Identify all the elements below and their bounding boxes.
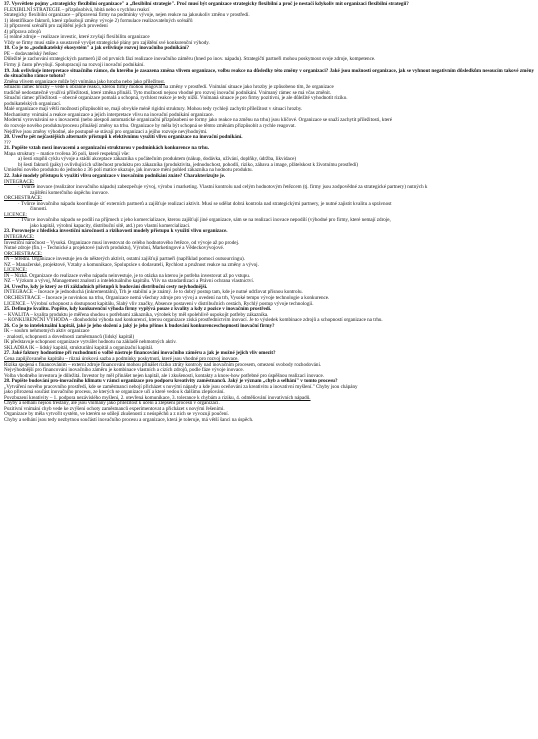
text-line: INTEGRACE: [4, 178, 35, 185]
text-line: Organizace by měla vytvořit systém, ve kterém se sdílejí zkušenosti z neúspěchů a z nich se vyvozují poučení. [4, 411, 229, 418]
text-line: ORCHESTRACE: [4, 250, 43, 257]
text-line: Malé organizace mají větší možnosti přizpůsobit se, mají obvykle méně rigidní struktury. Mohou tedy rychleji zachytit příležitost v situaci hrozby. [4, 106, 303, 113]
text-line: „Vytváření nového pracovního prostředí, kde se zaměstnanci nebojí přicházet s novými nápady a kde jsou oceňováni za kreativitu a inovativní myšlení." Chyby jsou chápány [4, 383, 358, 390]
question-heading: 20. Uveďte pět nejčastějších alternativ přístupů k efektivnímu využití vlivu organizace na inovační podnikání. [4, 134, 243, 141]
text-line: Mapa struktury – matice tvořena 36 poli, které respektují vše: [4, 150, 130, 157]
text-line: · znalosti, schopnosti a dovednosti zaměstnanců (lidský kapitál) [4, 333, 135, 340]
text-line: jako přirozená součást inovačního procesu, ze kterých se organizace učí a které vedou k dalšímu zlepšování. [4, 389, 225, 396]
text-line: IN – Střední. Organizace investuje jen do některých aktivit, ostatní zajišťují partneři (například pomocí outsourcingu). [4, 256, 245, 263]
question-heading: 19. Jak ovlivňuje interpretace situačního rámce, do kterého je zasazena změna vlivem organizace, volbu reakce na důsledky této změny v organizaci? Jaké jsou možnosti organizace, jak se vyhnout negativním důsledkům nesoucím takové změny do situačního rámce tohoto? [4, 67, 534, 80]
text-line: · Tvůrce inovačního nápadu koordinuje síť externích partnerů a zajišťuje realizaci aktivit. Musí se udělat dobrá kontrola nad strategickými partnery, je nutné zajistit kvalitu a správnost [18, 200, 392, 207]
text-line: ??? [4, 139, 11, 146]
text-line: 5) reálné zdroje – realizace investic, které zvyšují flexibilitu organizace [4, 34, 150, 41]
question-heading: 23. Porovnejte z hlediska investiční náročnosti a rizikovosti modely přístupu k využití vlivu organizace. [4, 228, 228, 235]
question-heading: 37. Vysvětlete pojmy „strategicky flexibilní organizace" a „flexibilní strategie". Proč musí být organizace strategicky flexibilní a proč je nestačí kdykoliv mít organizaci flexibilní strategii? [4, 1, 409, 7]
text-line: Volba vhodného investora je důležitá. Investor by měl přinášet nejen kapitál, ale i zkušenosti, kontakty a know-how potřebné pro úspěšnou realizaci inovace. [4, 372, 325, 379]
text-line: činnosti. [30, 206, 48, 213]
text-line: INTEGRACE – Inovace je jednoduchá (inkrementální), Trh je stabilní a je známý. Je to dobrý postup tam, kde je nutné udržovat přísnou kontrolu. [4, 289, 303, 296]
text-line: 4) příprava zdrojů [4, 28, 41, 35]
text-line: Moderní vyrovnávání se s inovacemi (nebo alespoň automatické organizační přizpůsobení se formy jako reakce na změnu na trhu) jsou klíčové. Organizace se snaží zachytit příležitosti, které [4, 117, 393, 124]
question-heading: 28. Popište budování pro-inovačního klimatu v rámci organizace pro podporu kreativity zaměstnanců. Jaký je význam „chyb a selhání" v tomto procesu? [4, 378, 338, 385]
text-line: IK – souhrn nehmotných aktiv organizace [4, 328, 90, 335]
text-line: Chyby a selhání nejsou trestány, ale jsou vnímány jako příležitost k učení a zlepšení procesů v organizaci. [4, 400, 220, 407]
question-heading: 22. Jaké modely přístupu k využití vlivu organizace v inovačním podnikání znáte? Charakterizujte je. [4, 172, 226, 179]
text-line: – KONKURENČNÍ VÝHODA – dlouhodobá výhoda nad konkurencí, kterou organizace získá prostřednictvím inovací. Je to výsledek kombinace zdrojů a schopností organizace na trhu. [4, 317, 383, 324]
question-heading: 24. Uveďte, kdy je který ze tří základních přístupů k budování distribuční cesty nejvhodnější. [4, 283, 208, 290]
text-line: Mechanismy vnímání a reakce organizace a jejich interpretace vlivu na inovační podnikání organizace. [4, 111, 214, 118]
text-line: IN – Nízká. Organizace do realizace svého nápadu neinvestuje, je to otázka na kterou je potřeba investovat až po vstupu. [4, 272, 251, 279]
text-line: Povzbuzení kreativity – 1. podpora nezávislého myšlení, 2. otevřená komunikace, 3. tolerance k chybám a riziku, 4. odměňování inovativních nápadů. [4, 394, 311, 401]
text-line: ORCHESTRACE: [4, 195, 43, 202]
text-line: b) šesti faktorů (páky) ovlivňujících užitečnost produktu pro zákazníka (produktivita, jednoduchost, pohodlí, riziko, zábava a image, přátelskost k životnímu prostředí) [18, 161, 359, 168]
text-line: ORCHESTRACE – Inovace je novinkou na trhu, Organizace nemá všechny zdroje pro vývoj a uvedení na trh, Vysoké tempo vývoje technologie a konkurence. [4, 294, 330, 301]
text-line: NZ – Výzkum a vývoj, Management znalostí a intelektuálního kapitálu. Vliv na standardizaci a Právní ochrana vlastnictví. [4, 278, 255, 285]
text-line: Umístění nového produktu do jednoho z 36 polí matice ukazuje, jak inovace mění pohled zákazníka na hodnotu produktu. [4, 167, 253, 174]
text-line: LICENCE – Výrobní schopnost a dostupnost kapitálu, Slabý vliv značky, Absence postavení v distribučních cestách, Rychlý postup vývoje technologií. [4, 300, 314, 307]
text-line: SKLADBA IK – lidský kapitál, strukturální kapitál a organizační kapitál. [4, 344, 154, 351]
text-line: Firmy ji často převyšují. Spolupracují na rozvoji inovační podnikání. [4, 62, 145, 69]
text-line: LICENCE: [4, 211, 27, 218]
text-line: · Tvůrce inovačního nápadu se podílí na příjmech z jeho komercializace, kterou zajišťují jiné organizace, sám se na realizaci inovace nepodílí (výhodné pro firmy, které nemají zdroje, [18, 217, 391, 224]
text-line: PE – dodavatelský řetězec [4, 50, 58, 57]
text-line: Vždy se firmy musí stále a soustavně vyvíjet strategické plány pro zajištění své konkurenční výhody. [4, 39, 210, 46]
text-line: Důležité je zachování strategických partnerů již od prvních fází realizace inovačního záměru (hned po inov. nápadu). Strategičtí partneři mohou poskytnout svoje zdroje, kompetence. [4, 56, 376, 63]
text-line: Investiční náročnost – Vysoká. Organizace musí investovat do celého hodnotového řetězce, od vývoje až po prodej. [4, 239, 240, 246]
text-line: Nutné zdroje (fin.) – Technické a projektové (návrh produktu), Výrobní, Marketingové a Vědeckovývojové. [4, 245, 225, 252]
text-line: – KVALITA – kvalita produktu je měřena shodou s potřebami zákazníka, výrobek by měl spolehlivě uspokojit potřeby zákazníka. [4, 311, 269, 318]
text-line: INTEGRACE: [4, 233, 35, 240]
text-line: Nejvýhodnější pro financování inovačního záměru je kombinace vlastních a cizích zdrojů, podle fáze vývoje inovace. [4, 367, 244, 374]
text-line: Chyby a selhání jsou tedy nezbytnou součástí inovačního procesu a organizace, která je toleruje, má větší šanci na úspěch. [4, 417, 254, 424]
text-line: LICENCE: [4, 267, 27, 274]
text-line: do rozvoje nového produktu/procesu přinášejí změny na trhu. Organizace by měla být schopná se těmto změnám přizpůsobit a rychle reagovat. [4, 123, 296, 130]
text-line: · Tvůrce inovace (realizátor inovačního nápadu) zabezpečuje vývoj, výrobu i marketing. Vlastní kontrolu nad celým hodnotovým řetězcem (tj. firmy jsou zodpovědné za strategické partnery) nutných k [18, 184, 428, 191]
text-line: 1) identifikace faktorů, které způsobují změny vývoje 2) formulace realizovatelných scénářů [4, 17, 193, 24]
text-line: Cena zapůjčovaného kapitálu – různá úroková sazba a podmínky poskytnutí, které jsou vhodné pro rozvoj inovace. [4, 356, 239, 362]
question-heading: 26. Co je to intelektuální kapitál, jaké je jeho složení a jaký je jeho přínos k budování konkurenceschopnosti inovační firmy? [4, 322, 275, 329]
text-line: jako kapitál, výrobní kapacity, distribuční sítě, atd.) pro vlastní komercializaci. [30, 222, 191, 229]
text-line: Situační rámec příležitosti – obecně organizace pomalá a schopná, rychlost reakce je tedy nižší. Vnímaná situace je pro firmy pozitivní, je ale důležité vyhodnotit riziko. [4, 95, 348, 102]
question-heading: 27. Jaké faktory hodnotíme při rozhodnutí o volbě nástroje financování inovačního záměru a jak je možné jejich vliv omezit? [4, 350, 276, 357]
text-line: a) šesti stupňů cyklu vývoje a stádií akceptace zákazníka s počátečním produktem (nákup, dodávka, užívání, doplňky, údržba, likvidace) [18, 156, 297, 163]
text-line: Strategicky flexibilní organizace – připravená firmy na podmínky vývoje, nejen reakce na jakoukoliv změnu v prostředí. [4, 12, 250, 19]
text-line: Pozitivní vnímání chyb vede ke zvýšení ochoty zaměstnanců experimentovat a přicházet s novými řešeními. [4, 405, 225, 412]
text-line: NZ – Manažerské, projektové, Vztahy a komunikace, Spolupráce s dodavateli, Rychlost a pružnost reakce na změny a vývoj. [4, 261, 259, 268]
text-line: podnikatelských organizací. [4, 100, 62, 107]
text-line: Rizika spojená s financováním – externí zdroje financování mohou přinášet riziko ztráty kontroly nad inovačním procesem, omezení svobody rozhodování. [4, 361, 322, 368]
text-line: tradičně nedostatečně využívá příležitosti, které změna přináší. Tyto možnosti nejsou vhodné pro rozvoj inovační podnikání. Vnímaný rámec se má včas změnit. [4, 89, 332, 96]
text-line: 3) připravení scénářů pro zajištění jejich provedení [4, 23, 108, 30]
text-line: Nejdříve jsou změny výhodné, ale postupně se stávají pro organizaci a jejího rozvoje nevýhodnými. [4, 128, 208, 135]
text-line: Situační rámec hrozby – vede k obranné reakci, kterou firmy mohou reagovat na změny v prostředí. Vnímání situace jako hrozby je způsobeno tím, že organizace [4, 84, 334, 91]
text-line: zajištění komerčního úspěchu inovace. [30, 189, 109, 196]
question-heading: 21. Popište vztah mezi inovacemi a organizační strukturou v podmínkách konkurence na trhu. [4, 145, 209, 152]
question-heading: 25. Definujte kvalitu. Popište, kdy konkurenční výhoda firmy vyplývá pouze z kvality a kdy z pozice v inovačním prostředí. [4, 306, 272, 313]
text-line: Změna vlivem organizace může být vnímána jako hrozba nebo jako příležitost. [4, 78, 166, 85]
text-line: IK představuje schopnost organizace vytvářet hodnotu na základě nehmotných aktiv. [4, 339, 177, 346]
question-heading: 18. Co je to „podnikatelský ekosystém" a jak ovlivňuje rozvoj inovačního podnikání? [4, 45, 189, 52]
text-line: FLEXIBILNÍ STRATEGIE – přizpůsobivá, hbitá nebo s rychlou reakcí [4, 6, 150, 13]
